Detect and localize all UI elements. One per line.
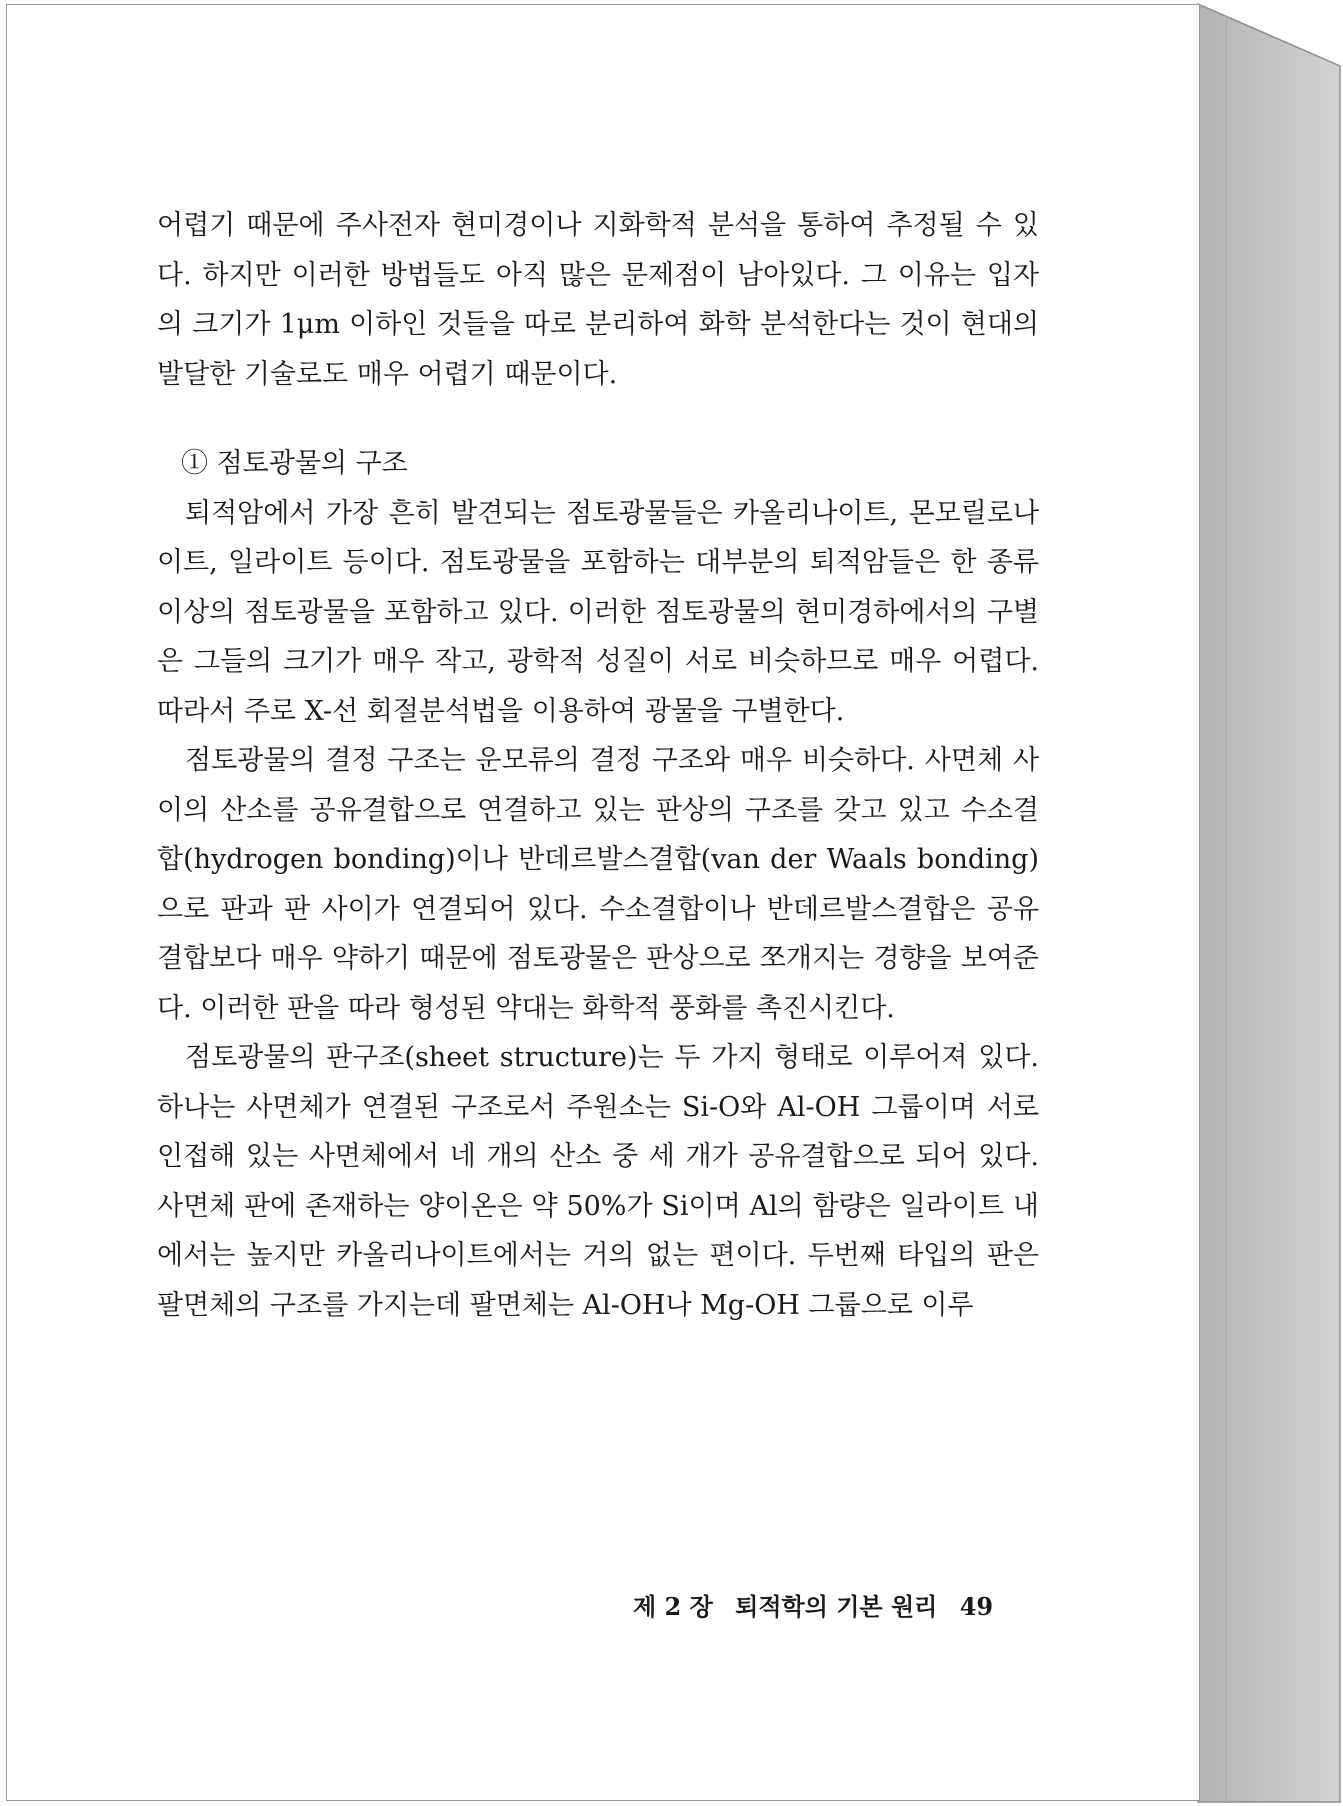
paragraph-1: 어렵기 때문에 주사전자 현미경이나 지화학적 분석을 통하여 추정될 수 있다. 하지만 이러한 방법들도 아직 많은 문제점이 남아있다. 그 이유는 입자의 크기가 1μm 이하인 것들을 따로 분리하여 화학 분석한다는 것이 현대의 발달한 기술로도 매우 어렵기 때문이다. — [157, 210, 1039, 390]
page-number: 49 — [959, 1592, 994, 1621]
page-footer — [633, 1590, 1013, 1624]
section-heading: ① 점토광물의 구조 — [181, 448, 408, 479]
chapter-label: 제 2 장 — [633, 1592, 713, 1621]
paragraph-gap — [157, 399, 1039, 439]
chapter-title: 퇴적학의 기본 원리 — [735, 1592, 938, 1621]
paragraph-2: 퇴적암에서 가장 흔히 발견되는 점토광물들은 카올리나이트, 몬모릴로나이트, 일라이트 등이다. 점토광물을 포함하는 대부분의 퇴적암들은 한 종류 이상의 점토광물을 포함하고 있다. 이러한 점토광물의 현미경하에서의 구별은 그들의 크기가 매우 작고, 광학적 성질이 서로 비슷하므로 매우 어렵다. 따라서 주로 X-선 회절분석법을 이용하여 광물을 구별한다. — [157, 497, 1039, 727]
book-page — [6, 4, 1200, 1801]
paragraph-3: 점토광물의 결정 구조는 운모류의 결정 구조와 매우 비슷하다. 사면체 사이의 산소를 공유결합으로 연결하고 있는 판상의 구조를 갖고 있고 수소결합(hydrogen bonding)이나 반데르발스결합(van der Waals bonding)으로 판과 판 사이가 연결되어 있다. 수소결합이나 반데르발스결합은 공유결합보다 매우 약하기 때문에 점토광물은 판상으로 쪼개지는 경향을 보여준다. 이러한 판을 따라 형성된 약대는 화학적 풍화를 촉진시킨다. — [157, 745, 1039, 1024]
paragraph-4: 점토광물의 판구조(sheet structure)는 두 가지 형태로 이루어져 있다. 하나는 사면체가 연결된 구조로서 주원소는 Si-O와 Al-OH 그룹이며 서로 인접해 있는 사면체에서 네 개의 산소 중 세 개가 공유결합으로 되어 있다. 사면체 판에 존재하는 양이온은 약 50%가 Si이며 Al의 함량은 일라이트 내에서는 높지만 카올리나이트에서는 거의 없는 편이다. 두번째 타입의 판은 팔면체의 구조를 가지는데 팔면체는 Al-OH나 Mg-OH 그룹으로 이루 — [157, 1042, 1039, 1321]
book-side-face — [1198, 4, 1340, 1802]
page-body — [157, 201, 1039, 1330]
